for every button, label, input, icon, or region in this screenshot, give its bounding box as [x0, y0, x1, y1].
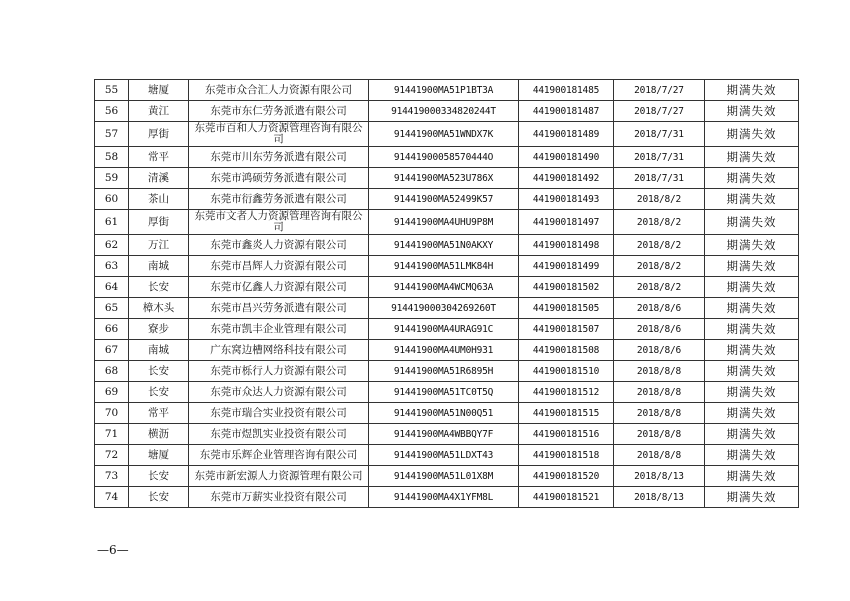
row-date: 2018/8/6: [614, 340, 705, 361]
row-license-number: 441900181516: [519, 424, 614, 445]
row-number: 70: [95, 403, 129, 424]
row-credit-code: 91441900MA4X1YFM8L: [369, 487, 519, 508]
row-credit-code: 91441900MA4UHU9P8M: [369, 210, 519, 235]
table-row: [95, 80, 799, 101]
row-date: 2018/8/6: [614, 298, 705, 319]
row-company-name: 东莞市川东劳务派遣有限公司: [189, 147, 369, 168]
row-company-name: 东莞市众合汇人力资源有限公司: [189, 80, 369, 101]
row-date: 2018/7/27: [614, 80, 705, 101]
row-company-name: 东莞市鸿硕劳务派遣有限公司: [189, 168, 369, 189]
row-company-name: 东莞市鑫炎人力资源有限公司: [189, 235, 369, 256]
row-company-name: 东莞市新宏源人力资源管理有限公司: [189, 466, 369, 487]
row-credit-code: 91441900MA4UM0H931: [369, 340, 519, 361]
table-row: [95, 382, 799, 403]
row-license-number: 441900181489: [519, 122, 614, 147]
row-date: 2018/8/2: [614, 189, 705, 210]
row-number: 56: [95, 101, 129, 122]
row-status: 期满失效: [705, 189, 799, 210]
table-row: [95, 235, 799, 256]
row-company-name: 东莞市万薪实业投资有限公司: [189, 487, 369, 508]
row-company-name: 东莞市亿鑫人力资源有限公司: [189, 277, 369, 298]
row-date: 2018/8/2: [614, 277, 705, 298]
row-date: 2018/8/2: [614, 256, 705, 277]
row-license-number: 441900181498: [519, 235, 614, 256]
row-area: 塘厦: [129, 445, 189, 466]
row-date: 2018/8/13: [614, 466, 705, 487]
row-license-number: 441900181487: [519, 101, 614, 122]
row-area: 长安: [129, 382, 189, 403]
row-area: 茶山: [129, 189, 189, 210]
row-area: 塘厦: [129, 80, 189, 101]
row-credit-code: 91441900MA4WBBQY7F: [369, 424, 519, 445]
row-license-number: 441900181508: [519, 340, 614, 361]
row-area: 厚街: [129, 210, 189, 235]
row-credit-code: 91441900MA51LMK84H: [369, 256, 519, 277]
row-license-number: 441900181497: [519, 210, 614, 235]
row-status: 期满失效: [705, 122, 799, 147]
row-license-number: 441900181510: [519, 361, 614, 382]
row-company-name: 东莞市昌兴劳务派遣有限公司: [189, 298, 369, 319]
row-number: 57: [95, 122, 129, 147]
row-number: 69: [95, 382, 129, 403]
row-date: 2018/8/2: [614, 235, 705, 256]
row-area: 长安: [129, 487, 189, 508]
row-credit-code: 91441900MA51N0AKXY: [369, 235, 519, 256]
row-status: 期满失效: [705, 298, 799, 319]
row-area: 南城: [129, 256, 189, 277]
row-area: 长安: [129, 466, 189, 487]
row-status: 期满失效: [705, 382, 799, 403]
row-area: 横沥: [129, 424, 189, 445]
row-license-number: 441900181492: [519, 168, 614, 189]
row-area: 万江: [129, 235, 189, 256]
table-row: [95, 122, 799, 147]
row-status: 期满失效: [705, 487, 799, 508]
row-number: 72: [95, 445, 129, 466]
row-status: 期满失效: [705, 235, 799, 256]
row-area: 清溪: [129, 168, 189, 189]
table-row: [95, 319, 799, 340]
row-company-name: 广东窝边槽网络科技有限公司: [189, 340, 369, 361]
row-status: 期满失效: [705, 403, 799, 424]
table-row: [95, 210, 799, 235]
table-row: [95, 361, 799, 382]
row-date: 2018/8/2: [614, 210, 705, 235]
row-company-name: 东莞市煜凯实业投资有限公司: [189, 424, 369, 445]
table-row: [95, 466, 799, 487]
row-number: 55: [95, 80, 129, 101]
row-company-name: 东莞市昌辉人力资源有限公司: [189, 256, 369, 277]
row-area: 长安: [129, 361, 189, 382]
row-license-number: 441900181490: [519, 147, 614, 168]
row-area: 南城: [129, 340, 189, 361]
row-credit-code: 91441900MA51L01X8M: [369, 466, 519, 487]
row-status: 期满失效: [705, 466, 799, 487]
row-credit-code: 91441900MA51R6895H: [369, 361, 519, 382]
row-company-name: 东莞市文者人力资源管理咨询有限公司: [189, 210, 369, 235]
row-number: 65: [95, 298, 129, 319]
table-row: [95, 424, 799, 445]
row-date: 2018/8/8: [614, 403, 705, 424]
row-license-number: 441900181505: [519, 298, 614, 319]
row-date: 2018/8/8: [614, 361, 705, 382]
row-date: 2018/8/8: [614, 424, 705, 445]
row-area: 长安: [129, 277, 189, 298]
row-number: 64: [95, 277, 129, 298]
table-row: [95, 256, 799, 277]
row-date: 2018/7/31: [614, 168, 705, 189]
row-license-number: 441900181520: [519, 466, 614, 487]
row-area: 常平: [129, 147, 189, 168]
row-credit-code: 91441900MA51LDXT43: [369, 445, 519, 466]
row-credit-code: 914419000304269260T: [369, 298, 519, 319]
row-credit-code: 91441900MA51WNDX7K: [369, 122, 519, 147]
row-license-number: 441900181493: [519, 189, 614, 210]
table-row: [95, 277, 799, 298]
row-license-number: 441900181507: [519, 319, 614, 340]
row-status: 期满失效: [705, 210, 799, 235]
table-row: [95, 340, 799, 361]
row-license-number: 441900181518: [519, 445, 614, 466]
row-number: 58: [95, 147, 129, 168]
row-number: 62: [95, 235, 129, 256]
row-status: 期满失效: [705, 277, 799, 298]
row-license-number: 441900181521: [519, 487, 614, 508]
row-credit-code: 91441900058570444O: [369, 147, 519, 168]
row-number: 68: [95, 361, 129, 382]
table-row: [95, 445, 799, 466]
row-company-name: 东莞市乐辉企业管理咨询有限公司: [189, 445, 369, 466]
row-area: 黄江: [129, 101, 189, 122]
row-credit-code: 91441900MA4URAG91C: [369, 319, 519, 340]
row-date: 2018/8/6: [614, 319, 705, 340]
table-row: [95, 189, 799, 210]
table-row: [95, 487, 799, 508]
row-status: 期满失效: [705, 256, 799, 277]
row-credit-code: 91441900MA52499K57: [369, 189, 519, 210]
table-row: [95, 147, 799, 168]
row-company-name: 东莞市众达人力资源有限公司: [189, 382, 369, 403]
row-number: 66: [95, 319, 129, 340]
row-status: 期满失效: [705, 101, 799, 122]
row-area: 常平: [129, 403, 189, 424]
row-company-name: 东莞市瑞合实业投资有限公司: [189, 403, 369, 424]
row-number: 67: [95, 340, 129, 361]
row-credit-code: 91441900MA4WCMQ63A: [369, 277, 519, 298]
table-row: [95, 403, 799, 424]
row-company-name: 东莞市百和人力资源管理咨询有限公司: [189, 122, 369, 147]
row-date: 2018/7/31: [614, 122, 705, 147]
row-date: 2018/8/8: [614, 445, 705, 466]
row-number: 61: [95, 210, 129, 235]
row-status: 期满失效: [705, 80, 799, 101]
row-license-number: 441900181512: [519, 382, 614, 403]
row-license-number: 441900181485: [519, 80, 614, 101]
row-date: 2018/7/27: [614, 101, 705, 122]
row-number: 74: [95, 487, 129, 508]
row-company-name: 东莞市衍鑫劳务派遣有限公司: [189, 189, 369, 210]
row-status: 期满失效: [705, 319, 799, 340]
row-credit-code: 91441900MA51TC0T5Q: [369, 382, 519, 403]
row-credit-code: 91441900MA523U786X: [369, 168, 519, 189]
row-date: 2018/8/13: [614, 487, 705, 508]
row-company-name: 东莞市凯丰企业管理有限公司: [189, 319, 369, 340]
table-row: [95, 168, 799, 189]
row-status: 期满失效: [705, 445, 799, 466]
row-status: 期满失效: [705, 168, 799, 189]
row-credit-code: 91441900MA51P1BT3A: [369, 80, 519, 101]
row-area: 厚街: [129, 122, 189, 147]
row-status: 期满失效: [705, 147, 799, 168]
row-area: 寮步: [129, 319, 189, 340]
row-date: 2018/8/8: [614, 382, 705, 403]
page-number: —6—: [97, 543, 129, 557]
row-number: 71: [95, 424, 129, 445]
records-table: [94, 79, 799, 508]
row-license-number: 441900181502: [519, 277, 614, 298]
row-status: 期满失效: [705, 424, 799, 445]
row-license-number: 441900181515: [519, 403, 614, 424]
row-status: 期满失效: [705, 340, 799, 361]
records-table-body: [95, 80, 799, 508]
table-row: [95, 101, 799, 122]
row-number: 63: [95, 256, 129, 277]
row-company-name: 东莞市东仁劳务派遣有限公司: [189, 101, 369, 122]
row-number: 73: [95, 466, 129, 487]
row-area: 樟木头: [129, 298, 189, 319]
row-company-name: 东莞市栎行人力资源有限公司: [189, 361, 369, 382]
row-credit-code: 914419000334820244T: [369, 101, 519, 122]
row-status: 期满失效: [705, 361, 799, 382]
row-date: 2018/7/31: [614, 147, 705, 168]
row-number: 60: [95, 189, 129, 210]
row-number: 59: [95, 168, 129, 189]
row-credit-code: 91441900MA51N00Q51: [369, 403, 519, 424]
table-row: [95, 298, 799, 319]
row-license-number: 441900181499: [519, 256, 614, 277]
